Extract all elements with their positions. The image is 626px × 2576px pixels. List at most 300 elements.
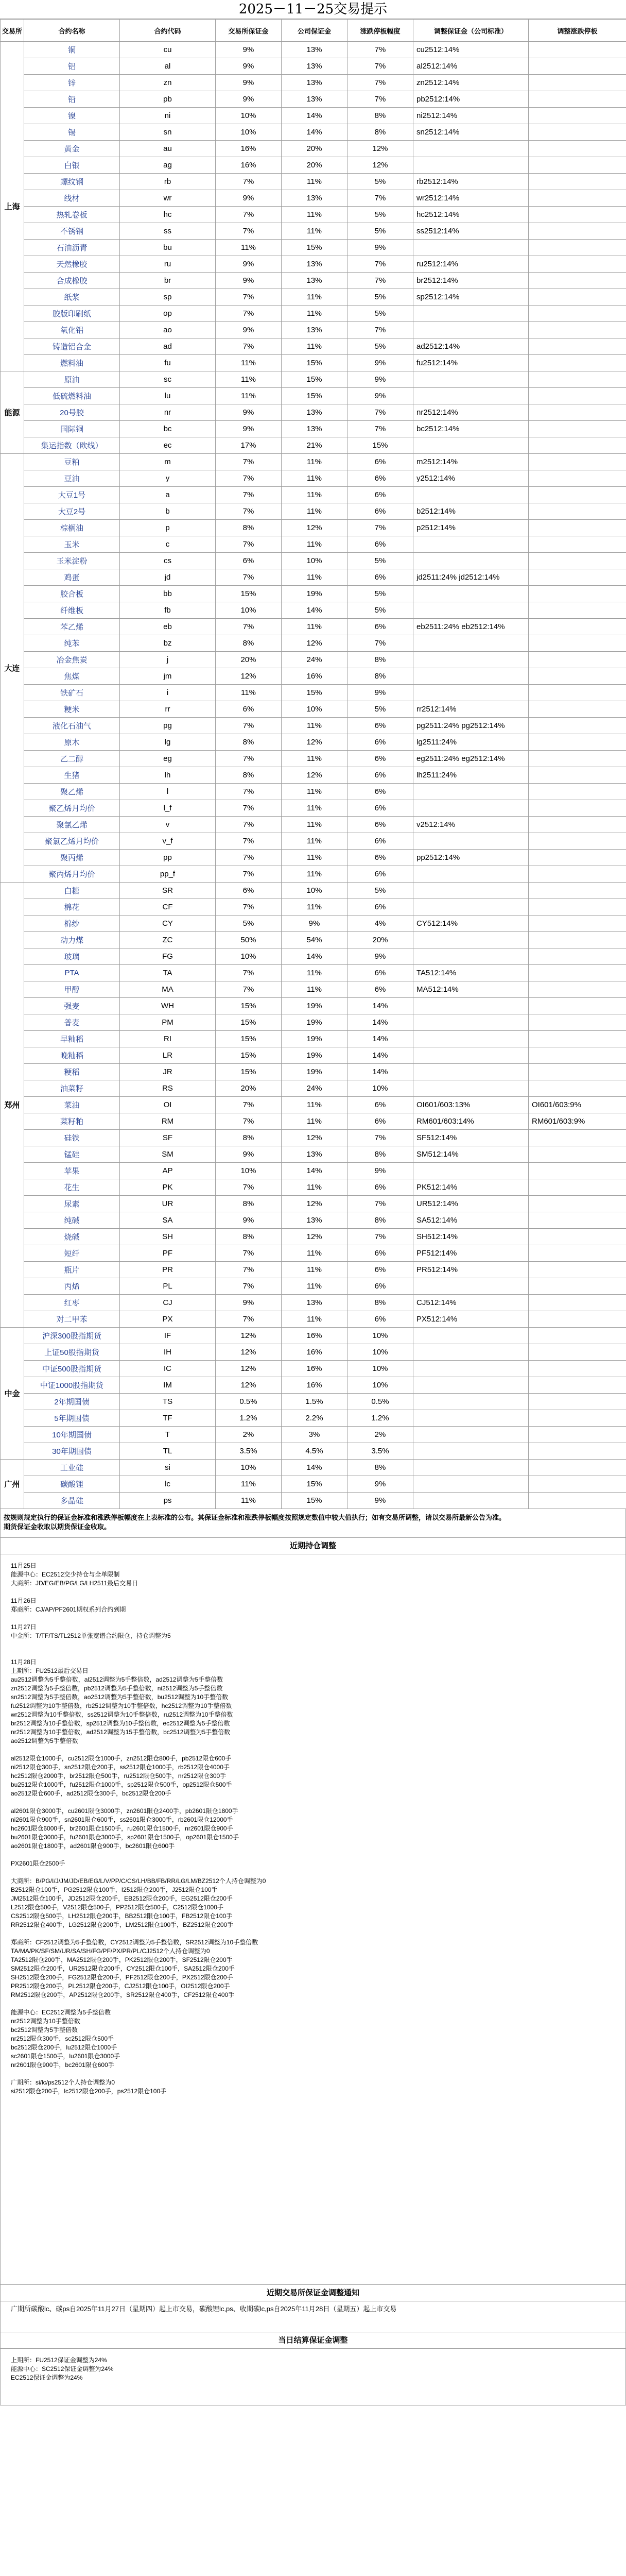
contract-name-cell: 菜籽粕 bbox=[24, 1113, 120, 1130]
company-margin-cell: 13% bbox=[282, 91, 347, 108]
exchange-margin-cell: 9% bbox=[216, 1212, 282, 1229]
contract-name-cell: 棉纱 bbox=[24, 916, 120, 932]
contract-code-cell: CY bbox=[120, 916, 216, 932]
contract-code-cell: l_f bbox=[120, 800, 216, 817]
contract-name-cell: 纯碱 bbox=[24, 1212, 120, 1229]
adjusted-margin-cell: lh2511:24% bbox=[413, 767, 529, 784]
company-margin-cell: 11% bbox=[282, 1262, 347, 1278]
contract-code-cell: CF bbox=[120, 899, 216, 916]
contract-name-cell: 原木 bbox=[24, 734, 120, 751]
contract-code-cell: TL bbox=[120, 1443, 216, 1460]
exchange-cell: 能源 bbox=[1, 371, 24, 454]
price-limit-cell: 14% bbox=[347, 998, 413, 1014]
company-margin-cell: 11% bbox=[282, 306, 347, 322]
adjusted-limit-cell bbox=[529, 1262, 626, 1278]
table-row bbox=[1, 207, 626, 223]
price-limit-cell: 5% bbox=[347, 306, 413, 322]
adjusted-margin-cell bbox=[413, 1163, 529, 1179]
contract-code-cell: ru bbox=[120, 256, 216, 273]
table-row bbox=[1, 1394, 626, 1410]
table-row bbox=[1, 883, 626, 899]
company-margin-cell: 12% bbox=[282, 1229, 347, 1245]
contract-name-cell: 铁矿石 bbox=[24, 685, 120, 701]
exchange-margin-cell: 9% bbox=[216, 421, 282, 437]
price-limit-cell: 6% bbox=[347, 619, 413, 635]
contract-name-cell: 2年期国债 bbox=[24, 1394, 120, 1410]
table-row bbox=[1, 916, 626, 932]
table-row bbox=[1, 1311, 626, 1328]
company-margin-cell: 19% bbox=[282, 1031, 347, 1047]
adjusted-margin-cell bbox=[413, 306, 529, 322]
adjusted-margin-cell bbox=[413, 1377, 529, 1394]
adjusted-margin-cell bbox=[413, 635, 529, 652]
company-margin-cell: 11% bbox=[282, 965, 347, 981]
contract-name-cell: 中证1000股指期货 bbox=[24, 1377, 120, 1394]
company-margin-cell: 13% bbox=[282, 322, 347, 338]
adjusted-limit-cell bbox=[529, 338, 626, 355]
table-row bbox=[1, 734, 626, 751]
table-row bbox=[1, 437, 626, 454]
contract-name-cell: 鸡蛋 bbox=[24, 569, 120, 586]
contract-name-cell: 聚乙烯月均价 bbox=[24, 800, 120, 817]
contract-name-cell: 冶金焦炭 bbox=[24, 652, 120, 668]
table-row bbox=[1, 1377, 626, 1394]
adjusted-limit-cell bbox=[529, 91, 626, 108]
price-limit-cell: 0.5% bbox=[347, 1394, 413, 1410]
price-limit-cell: 7% bbox=[347, 404, 413, 421]
exchange-margin-cell: 7% bbox=[216, 338, 282, 355]
exchange-margin-cell: 7% bbox=[216, 207, 282, 223]
exchange-margin-cell: 8% bbox=[216, 1196, 282, 1212]
contract-name-cell: 豆油 bbox=[24, 470, 120, 487]
table-row bbox=[1, 767, 626, 784]
exchange-margin-cell: 1.2% bbox=[216, 1410, 282, 1427]
adjusted-limit-cell bbox=[529, 932, 626, 948]
price-limit-cell: 6% bbox=[347, 487, 413, 503]
adjusted-limit-cell bbox=[529, 569, 626, 586]
company-margin-cell: 13% bbox=[282, 421, 347, 437]
exchange-margin-cell: 15% bbox=[216, 1064, 282, 1080]
contract-code-cell: v bbox=[120, 817, 216, 833]
contract-name-cell: 粳米 bbox=[24, 701, 120, 718]
adjusted-limit-cell bbox=[529, 800, 626, 817]
company-margin-cell: 19% bbox=[282, 586, 347, 602]
exchange-margin-cell: 17% bbox=[216, 437, 282, 454]
exchange-margin-cell: 7% bbox=[216, 487, 282, 503]
contract-code-cell: m bbox=[120, 454, 216, 470]
contract-code-cell: cs bbox=[120, 553, 216, 569]
price-limit-cell: 6% bbox=[347, 1262, 413, 1278]
exchange-margin-cell: 9% bbox=[216, 75, 282, 91]
table-row bbox=[1, 1262, 626, 1278]
adjusted-limit-cell bbox=[529, 899, 626, 916]
contract-code-cell: al bbox=[120, 58, 216, 75]
company-margin-cell: 16% bbox=[282, 1344, 347, 1361]
adjusted-limit-cell bbox=[529, 817, 626, 833]
adjusted-margin-cell bbox=[413, 1047, 529, 1064]
contract-name-cell: 胶合板 bbox=[24, 586, 120, 602]
exchange-margin-cell: 50% bbox=[216, 932, 282, 948]
adjusted-limit-cell bbox=[529, 833, 626, 850]
adjusted-margin-cell: fu2512:14% bbox=[413, 355, 529, 371]
adjusted-margin-cell: OI601/603:13% bbox=[413, 1097, 529, 1113]
price-limit-cell: 7% bbox=[347, 273, 413, 289]
price-limit-cell: 8% bbox=[347, 1295, 413, 1311]
contract-name-cell: 普麦 bbox=[24, 1014, 120, 1031]
table-row bbox=[1, 866, 626, 883]
contract-code-cell: lh bbox=[120, 767, 216, 784]
exchange-margin-cell: 10% bbox=[216, 124, 282, 141]
adjusted-margin-cell bbox=[413, 1427, 529, 1443]
contract-code-cell: eb bbox=[120, 619, 216, 635]
contract-code-cell: fb bbox=[120, 602, 216, 619]
table-row bbox=[1, 322, 626, 338]
contract-code-cell: c bbox=[120, 536, 216, 553]
contract-name-cell: 短纤 bbox=[24, 1245, 120, 1262]
contract-code-cell: si bbox=[120, 1460, 216, 1476]
contract-code-cell: RM bbox=[120, 1113, 216, 1130]
adjusted-limit-cell bbox=[529, 437, 626, 454]
contract-code-cell: SM bbox=[120, 1146, 216, 1163]
company-margin-cell: 2.2% bbox=[282, 1410, 347, 1427]
contract-name-cell: 棕榈油 bbox=[24, 520, 120, 536]
company-margin-cell: 19% bbox=[282, 1014, 347, 1031]
exchange-margin-cell: 9% bbox=[216, 256, 282, 273]
adjusted-limit-cell bbox=[529, 1328, 626, 1344]
contract-name-cell: 生猪 bbox=[24, 767, 120, 784]
contract-name-cell: 强麦 bbox=[24, 998, 120, 1014]
adjusted-limit-cell bbox=[529, 1278, 626, 1295]
contract-code-cell: TF bbox=[120, 1410, 216, 1427]
exchange-margin-cell: 7% bbox=[216, 223, 282, 240]
contract-code-cell: ss bbox=[120, 223, 216, 240]
exchange-cell: 郑州 bbox=[1, 883, 24, 1328]
exchange-cell: 中金 bbox=[1, 1328, 24, 1460]
exchange-margin-cell: 16% bbox=[216, 157, 282, 174]
company-margin-cell: 24% bbox=[282, 1080, 347, 1097]
price-limit-cell: 5% bbox=[347, 174, 413, 190]
adjusted-margin-cell bbox=[413, 948, 529, 965]
company-margin-cell: 16% bbox=[282, 1328, 347, 1344]
company-margin-cell: 20% bbox=[282, 141, 347, 157]
contract-name-cell: 动力煤 bbox=[24, 932, 120, 948]
table-row bbox=[1, 1064, 626, 1080]
table-row bbox=[1, 355, 626, 371]
contract-name-cell: 聚丙烯 bbox=[24, 850, 120, 866]
price-limit-cell: 2% bbox=[347, 1427, 413, 1443]
contract-name-cell: 燃料油 bbox=[24, 355, 120, 371]
exchange-margin-cell: 7% bbox=[216, 306, 282, 322]
contract-code-cell: hc bbox=[120, 207, 216, 223]
price-limit-cell: 6% bbox=[347, 1278, 413, 1295]
company-margin-cell: 11% bbox=[282, 751, 347, 767]
contract-name-cell: 对二甲苯 bbox=[24, 1311, 120, 1328]
exchange-cell: 广州 bbox=[1, 1460, 24, 1509]
adjusted-margin-cell bbox=[413, 437, 529, 454]
adjusted-limit-cell bbox=[529, 273, 626, 289]
table-row bbox=[1, 668, 626, 685]
adjusted-margin-cell: jd2511:24% jd2512:14% bbox=[413, 569, 529, 586]
exchange-margin-cell: 7% bbox=[216, 470, 282, 487]
adjusted-limit-cell bbox=[529, 1427, 626, 1443]
company-margin-cell: 11% bbox=[282, 207, 347, 223]
company-margin-cell: 11% bbox=[282, 487, 347, 503]
exchange-margin-cell: 7% bbox=[216, 536, 282, 553]
table-row bbox=[1, 404, 626, 421]
company-margin-cell: 13% bbox=[282, 256, 347, 273]
exchange-margin-cell: 8% bbox=[216, 635, 282, 652]
contract-code-cell: l bbox=[120, 784, 216, 800]
company-margin-cell: 13% bbox=[282, 404, 347, 421]
adjusted-limit-cell bbox=[529, 602, 626, 619]
contract-name-cell: 纤维板 bbox=[24, 602, 120, 619]
table-row bbox=[1, 240, 626, 256]
table-row bbox=[1, 1146, 626, 1163]
adjusted-limit-cell bbox=[529, 1245, 626, 1262]
company-margin-cell: 10% bbox=[282, 701, 347, 718]
contract-code-cell: PX bbox=[120, 1311, 216, 1328]
adjusted-margin-cell bbox=[413, 1014, 529, 1031]
contract-name-cell: 螺纹钢 bbox=[24, 174, 120, 190]
contract-code-cell: ad bbox=[120, 338, 216, 355]
exchange-margin-cell: 6% bbox=[216, 883, 282, 899]
adjusted-limit-cell bbox=[529, 240, 626, 256]
price-limit-cell: 14% bbox=[347, 1031, 413, 1047]
price-limit-cell: 5% bbox=[347, 338, 413, 355]
table-row bbox=[1, 1476, 626, 1493]
column-header: 交易所保证金 bbox=[216, 20, 282, 42]
table-row bbox=[1, 569, 626, 586]
adjusted-margin-cell bbox=[413, 553, 529, 569]
adjusted-limit-cell bbox=[529, 520, 626, 536]
company-margin-cell: 15% bbox=[282, 355, 347, 371]
column-header: 调整保证金（公司标准） bbox=[413, 20, 529, 42]
contract-name-cell: 黄金 bbox=[24, 141, 120, 157]
price-limit-cell: 10% bbox=[347, 1344, 413, 1361]
adjusted-limit-cell bbox=[529, 371, 626, 388]
adjusted-limit-cell bbox=[529, 850, 626, 866]
column-header: 合约名称 bbox=[24, 20, 120, 42]
company-margin-cell: 9% bbox=[282, 916, 347, 932]
contract-name-cell: 合成橡胶 bbox=[24, 273, 120, 289]
table-row bbox=[1, 91, 626, 108]
exchange-margin-cell: 6% bbox=[216, 553, 282, 569]
company-margin-cell: 11% bbox=[282, 174, 347, 190]
price-limit-cell: 9% bbox=[347, 240, 413, 256]
table-row bbox=[1, 1328, 626, 1344]
adjusted-margin-cell: rb2512:14% bbox=[413, 174, 529, 190]
adjusted-margin-cell bbox=[413, 685, 529, 701]
contract-code-cell: wr bbox=[120, 190, 216, 207]
company-margin-cell: 11% bbox=[282, 1113, 347, 1130]
contract-name-cell: 丙烯 bbox=[24, 1278, 120, 1295]
adjusted-limit-cell bbox=[529, 454, 626, 470]
contract-name-cell: 苯乙烯 bbox=[24, 619, 120, 635]
company-margin-cell: 12% bbox=[282, 520, 347, 536]
contract-code-cell: bz bbox=[120, 635, 216, 652]
table-row bbox=[1, 701, 626, 718]
adjusted-limit-cell bbox=[529, 1311, 626, 1328]
adjusted-limit-cell bbox=[529, 1361, 626, 1377]
contract-name-cell: 油菜籽 bbox=[24, 1080, 120, 1097]
adjusted-margin-cell bbox=[413, 1394, 529, 1410]
company-margin-cell: 13% bbox=[282, 1146, 347, 1163]
contract-code-cell: ni bbox=[120, 108, 216, 124]
exchange-margin-cell: 9% bbox=[216, 91, 282, 108]
contract-code-cell: bu bbox=[120, 240, 216, 256]
table-row bbox=[1, 58, 626, 75]
adjusted-limit-cell bbox=[529, 1130, 626, 1146]
company-margin-cell: 11% bbox=[282, 718, 347, 734]
company-margin-cell: 11% bbox=[282, 784, 347, 800]
company-margin-cell: 13% bbox=[282, 190, 347, 207]
table-row bbox=[1, 1410, 626, 1427]
contract-name-cell: 线材 bbox=[24, 190, 120, 207]
contract-code-cell: lg bbox=[120, 734, 216, 751]
contract-code-cell: jm bbox=[120, 668, 216, 685]
price-limit-cell: 7% bbox=[347, 42, 413, 58]
price-limit-cell: 5% bbox=[347, 223, 413, 240]
price-limit-cell: 6% bbox=[347, 718, 413, 734]
price-limit-cell: 6% bbox=[347, 569, 413, 586]
exchange-margin-cell: 7% bbox=[216, 289, 282, 306]
price-limit-cell: 4% bbox=[347, 916, 413, 932]
contract-code-cell: OI bbox=[120, 1097, 216, 1113]
table-row bbox=[1, 388, 626, 404]
adjusted-margin-cell: MA512:14% bbox=[413, 981, 529, 998]
table-row bbox=[1, 503, 626, 520]
contract-name-cell: 纸浆 bbox=[24, 289, 120, 306]
adjusted-limit-cell bbox=[529, 965, 626, 981]
adjusted-margin-cell: pb2512:14% bbox=[413, 91, 529, 108]
exchange-margin-cell: 11% bbox=[216, 685, 282, 701]
company-margin-cell: 15% bbox=[282, 388, 347, 404]
price-limit-cell: 5% bbox=[347, 602, 413, 619]
price-limit-cell: 10% bbox=[347, 1377, 413, 1394]
adjusted-limit-cell bbox=[529, 157, 626, 174]
contract-name-cell: 甲醇 bbox=[24, 981, 120, 998]
company-margin-cell: 11% bbox=[282, 866, 347, 883]
adjusted-limit-cell bbox=[529, 536, 626, 553]
exchange-margin-cell: 7% bbox=[216, 1179, 282, 1196]
adjusted-margin-cell: sn2512:14% bbox=[413, 124, 529, 141]
adjusted-limit-cell bbox=[529, 1493, 626, 1509]
exchange-margin-cell: 11% bbox=[216, 1493, 282, 1509]
price-limit-cell: 1.2% bbox=[347, 1410, 413, 1427]
exchange-margin-cell: 3.5% bbox=[216, 1443, 282, 1460]
price-limit-cell: 6% bbox=[347, 470, 413, 487]
price-limit-cell: 5% bbox=[347, 207, 413, 223]
price-limit-cell: 5% bbox=[347, 586, 413, 602]
contract-code-cell: sc bbox=[120, 371, 216, 388]
adjusted-limit-cell bbox=[529, 1196, 626, 1212]
price-limit-cell: 15% bbox=[347, 437, 413, 454]
contract-name-cell: 镍 bbox=[24, 108, 120, 124]
exchange-margin-cell: 7% bbox=[216, 1262, 282, 1278]
exchange-margin-cell: 10% bbox=[216, 1460, 282, 1476]
contract-name-cell: 菜油 bbox=[24, 1097, 120, 1113]
company-margin-cell: 11% bbox=[282, 833, 347, 850]
adjusted-limit-cell bbox=[529, 866, 626, 883]
exchange-margin-cell: 7% bbox=[216, 1278, 282, 1295]
adjusted-limit-cell bbox=[529, 1163, 626, 1179]
table-row bbox=[1, 932, 626, 948]
adjusted-margin-cell: v2512:14% bbox=[413, 817, 529, 833]
price-limit-cell: 6% bbox=[347, 850, 413, 866]
exchange-margin-cell: 9% bbox=[216, 322, 282, 338]
adjusted-margin-cell bbox=[413, 1080, 529, 1097]
table-row bbox=[1, 1245, 626, 1262]
adjusted-limit-cell bbox=[529, 58, 626, 75]
exchange-margin-cell: 9% bbox=[216, 273, 282, 289]
contract-name-cell: 烧碱 bbox=[24, 1229, 120, 1245]
company-margin-cell: 15% bbox=[282, 371, 347, 388]
adjusted-margin-cell: SA512:14% bbox=[413, 1212, 529, 1229]
adjusted-limit-cell bbox=[529, 42, 626, 58]
exchange-margin-cell: 10% bbox=[216, 948, 282, 965]
table-row bbox=[1, 965, 626, 981]
adjusted-margin-cell bbox=[413, 998, 529, 1014]
contract-code-cell: PF bbox=[120, 1245, 216, 1262]
adjusted-margin-cell: UR512:14% bbox=[413, 1196, 529, 1212]
price-limit-cell: 7% bbox=[347, 421, 413, 437]
contract-name-cell: 20号胶 bbox=[24, 404, 120, 421]
adjusted-margin-cell: ad2512:14% bbox=[413, 338, 529, 355]
adjusted-margin-cell: RM601/603:14% bbox=[413, 1113, 529, 1130]
company-margin-cell: 15% bbox=[282, 1476, 347, 1493]
price-limit-cell: 3.5% bbox=[347, 1443, 413, 1460]
exchange-margin-cell: 7% bbox=[216, 833, 282, 850]
exchange-margin-cell: 12% bbox=[216, 1361, 282, 1377]
adjusted-margin-cell bbox=[413, 388, 529, 404]
contract-name-cell: 铸造铝合金 bbox=[24, 338, 120, 355]
contract-code-cell: v_f bbox=[120, 833, 216, 850]
adjusted-margin-cell: TA512:14% bbox=[413, 965, 529, 981]
table-row bbox=[1, 817, 626, 833]
company-margin-cell: 15% bbox=[282, 685, 347, 701]
exchange-margin-cell: 12% bbox=[216, 1344, 282, 1361]
contract-code-cell: AP bbox=[120, 1163, 216, 1179]
price-limit-cell: 7% bbox=[347, 256, 413, 273]
contract-code-cell: SF bbox=[120, 1130, 216, 1146]
contract-name-cell: 白糖 bbox=[24, 883, 120, 899]
company-margin-cell: 11% bbox=[282, 223, 347, 240]
adjusted-margin-cell: PR512:14% bbox=[413, 1262, 529, 1278]
company-margin-cell: 10% bbox=[282, 553, 347, 569]
company-margin-cell: 11% bbox=[282, 1179, 347, 1196]
contract-code-cell: WH bbox=[120, 998, 216, 1014]
table-row bbox=[1, 784, 626, 800]
company-margin-cell: 11% bbox=[282, 569, 347, 586]
adjusted-margin-cell bbox=[413, 1443, 529, 1460]
price-limit-cell: 14% bbox=[347, 1047, 413, 1064]
contract-code-cell: au bbox=[120, 141, 216, 157]
company-margin-cell: 13% bbox=[282, 42, 347, 58]
contract-name-cell: 硅铁 bbox=[24, 1130, 120, 1146]
adjusted-margin-cell: b2512:14% bbox=[413, 503, 529, 520]
contract-name-cell: 10年期国债 bbox=[24, 1427, 120, 1443]
adjusted-limit-cell bbox=[529, 470, 626, 487]
contract-code-cell: cu bbox=[120, 42, 216, 58]
column-header: 调整涨跌停板 bbox=[529, 20, 626, 42]
table-row bbox=[1, 536, 626, 553]
adjusted-margin-cell bbox=[413, 800, 529, 817]
contract-name-cell: 上证50股指期货 bbox=[24, 1344, 120, 1361]
contract-name-cell: 碳酸锂 bbox=[24, 1476, 120, 1493]
table-row bbox=[1, 421, 626, 437]
price-limit-cell: 6% bbox=[347, 784, 413, 800]
table-row bbox=[1, 1047, 626, 1064]
